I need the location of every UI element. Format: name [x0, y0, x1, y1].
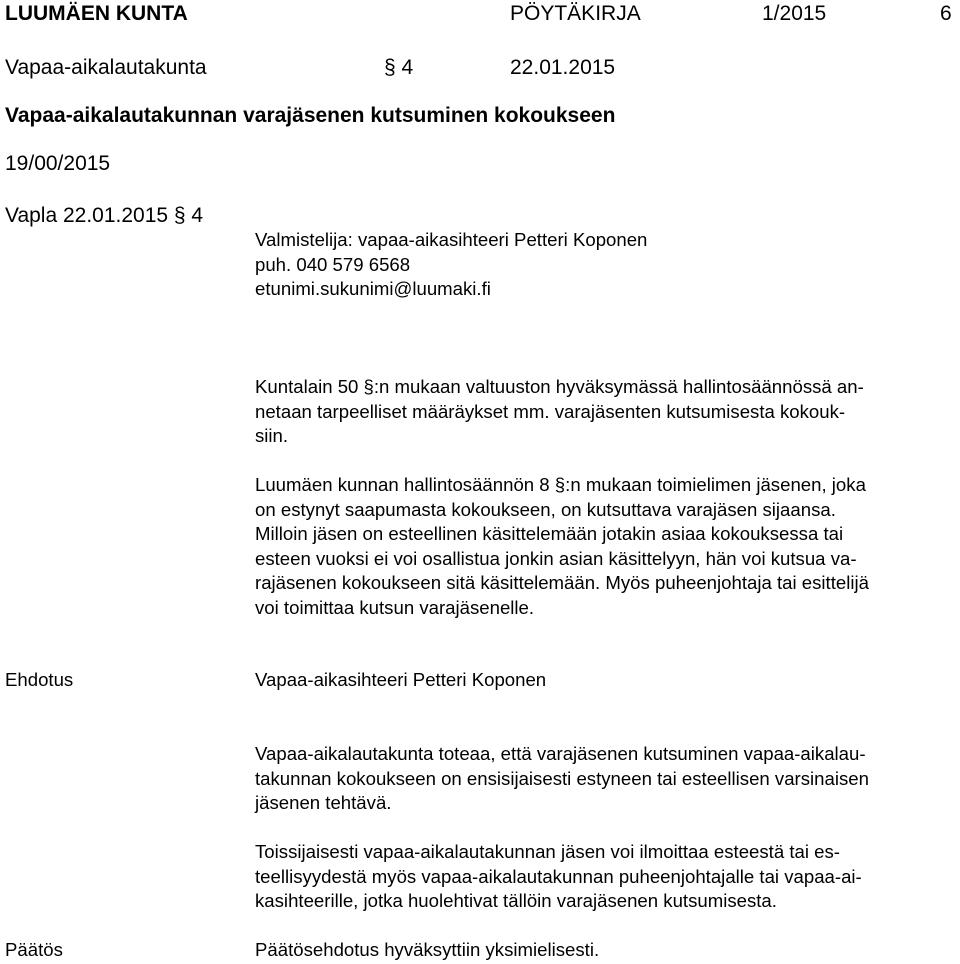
- doc-type: PÖYTÄKIRJA: [510, 2, 641, 25]
- board-name: Vapaa-aikalautakunta: [5, 56, 207, 79]
- paragraph-line: siin.: [255, 425, 289, 446]
- paragraph-kuntalaki: [255, 375, 955, 449]
- preparer-email: etunimi.sukunimi@luumaki.fi: [255, 278, 491, 299]
- section-number: § 4: [384, 56, 414, 79]
- paragraph-line: takunnan kokoukseen on ensisijaisesti estyneen tai esteellisen varsinaisen: [255, 767, 869, 789]
- paragraph-line: voi toimittaa kutsun varajäsenelle.: [255, 596, 535, 618]
- decision-label: Päätös: [5, 939, 63, 960]
- paragraph-hallintosaanto: [255, 473, 955, 620]
- paragraph-line: kasihteerille, jotka huolehtivat tällöin varajäsenen kutsumisesta.: [255, 890, 777, 911]
- paragraph-line: Luumäen kunnan hallintosäännön 8 §:n mukaan toimielimen jäsenen, joka: [255, 474, 866, 495]
- paragraph-line: Toissijaisesti vapaa-aikalautakunnan jäsen voi ilmoittaa esteestä tai es-: [255, 841, 840, 862]
- doc-number: 1/2015: [762, 2, 827, 25]
- page-title: Vapaa-aikalautakunnan varajäsenen kutsuminen kokoukseen: [5, 104, 616, 127]
- preparer-block: [255, 228, 955, 302]
- preparer-name: Valmistelija: vapaa-aikasihteeri Petteri Koponen: [255, 229, 648, 250]
- proposal-label: Ehdotus: [5, 669, 74, 690]
- paragraph-line: on estynyt saapumasta kokoukseen, on kutsuttava varajäsen sijaansa.: [255, 498, 836, 520]
- proposal-paragraph-1: [255, 742, 955, 816]
- paragraph-line: Kuntalain 50 §:n mukaan valtuuston hyväksymässä hallintosäännössä an-: [255, 376, 864, 397]
- paragraph-line: netaan tarpeelliset määräykset mm. varajäsenten kutsumisesta kokouk-: [255, 400, 846, 422]
- paragraph-line: Vapaa-aikalautakunta toteaa, että varajäsenen kutsuminen vapaa-aikalau-: [255, 743, 866, 764]
- meeting-reference: Vapla 22.01.2015 § 4: [5, 204, 204, 227]
- record-number: 19/00/2015: [5, 152, 111, 175]
- decision-text: Päätösehdotus hyväksyttiin yksimielisesti.: [255, 939, 600, 960]
- paragraph-line: jäsenen tehtävä.: [255, 792, 392, 813]
- page-number: 6: [940, 2, 952, 25]
- proposal-author: Vapaa-aikasihteeri Petteri Koponen: [255, 669, 547, 690]
- meeting-date: 22.01.2015: [510, 56, 616, 79]
- paragraph-line: Milloin jäsen on esteellinen käsittelemään jotakin asiaa kokouksessa tai: [255, 523, 844, 544]
- paragraph-line: rajäsenen kokoukseen sitä käsittelemään. Myös puheenjohtaja tai esittelijä: [255, 572, 869, 593]
- proposal-paragraph-2: [255, 840, 955, 914]
- paragraph-line: teellisyydestä myös vapaa-aikalautakunnan puheenjohtajalle tai vapaa-ai-: [255, 865, 862, 887]
- preparer-phone: puh. 040 579 6568: [255, 253, 411, 275]
- org-name: LUUMÄEN KUNTA: [5, 2, 188, 25]
- paragraph-line: esteen vuoksi ei voi osallistua jonkin asian käsittelyyn, hän voi kutsua va-: [255, 547, 857, 569]
